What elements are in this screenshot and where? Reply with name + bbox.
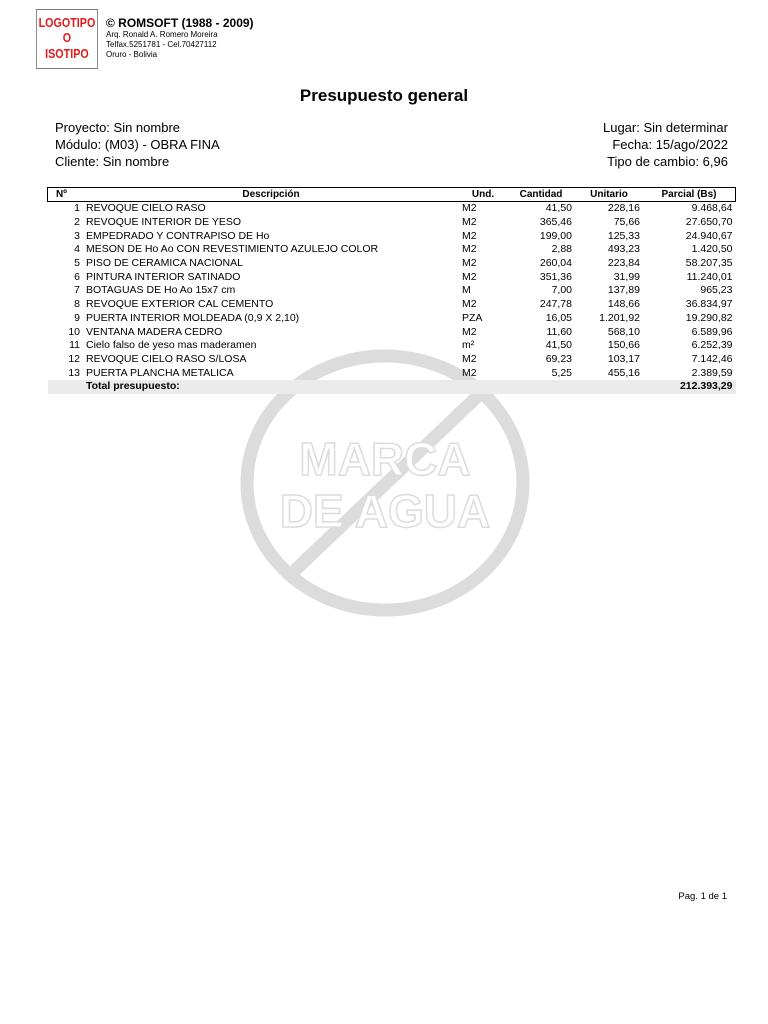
cell-description: REVOQUE INTERIOR DE YESO [86, 216, 242, 229]
cell-quantity: 41,50 [545, 202, 572, 215]
cell-unit: PZA [462, 311, 483, 324]
cell-unit: M2 [462, 202, 477, 215]
table-row [48, 257, 736, 271]
cell-description: PISO DE CERAMICA NACIONAL [86, 257, 243, 270]
logo-line-3: ISOTIPO [45, 46, 89, 61]
date: Fecha: 15/ago/2022 [612, 137, 728, 152]
cell-unit: M2 [462, 352, 477, 365]
header-unit: Und. [459, 188, 507, 202]
cell-partial: 6.589,96 [691, 325, 733, 338]
table-row [48, 339, 736, 353]
company-location: Oruro - Bolivia [106, 50, 158, 59]
logo [36, 9, 98, 69]
cell-quantity: 16,05 [545, 311, 572, 324]
cell-partial: 2.389,59 [691, 366, 733, 379]
cell-unit: M2 [462, 325, 477, 338]
cell-unit-price: 455,16 [607, 366, 640, 379]
cell-quantity: 2,88 [551, 243, 572, 256]
cell-description: BOTAGUAS DE Ho Ao 15x7 cm [86, 284, 236, 297]
logo-line-2: O [62, 31, 72, 46]
table-row [48, 298, 736, 312]
company-header [106, 16, 254, 60]
company-name: © ROMSOFT (1988 - 2009) [106, 16, 254, 30]
cell-unit: M2 [462, 216, 477, 229]
module-name: Módulo: (M03) - OBRA FINA [55, 137, 220, 152]
cell-unit-price: 31,99 [613, 270, 640, 283]
table-row [48, 353, 736, 367]
cell-unit: M2 [462, 257, 477, 270]
company-phone: Telfax.5251781 - Cel.70427112 [106, 40, 217, 49]
cell-quantity: 247,78 [539, 298, 572, 311]
cell-unit-price: 103,17 [607, 352, 640, 365]
project-info [55, 119, 220, 170]
cell-unit-price: 75,66 [613, 216, 640, 229]
table-row [48, 229, 736, 243]
exchange-rate: Tipo de cambio: 6,96 [607, 154, 728, 169]
table-row [48, 270, 736, 284]
table-header-row [48, 188, 736, 202]
cell-partial: 19.290,82 [685, 311, 733, 324]
project-meta [603, 119, 728, 170]
total-label: Total presupuesto: [83, 380, 459, 394]
place: Lugar: Sin determinar [602, 120, 728, 135]
cell-partial: 7.142,46 [691, 352, 733, 365]
cell-no: 6 [74, 270, 80, 283]
table-row [48, 312, 736, 326]
header-partial: Parcial (Bs) [643, 188, 736, 202]
cell-partial: 9.468,64 [691, 202, 733, 215]
cell-description: REVOQUE CIELO RASO S/LOSA [86, 352, 247, 365]
table-row [48, 243, 736, 257]
logo-line-1: LOGOTIPO [38, 15, 96, 30]
budget-table [47, 187, 736, 394]
cell-description: MESON DE Ho Ao CON REVESTIMIENTO AZULEJO COLOR [86, 243, 379, 256]
cell-unit-price: 223,84 [607, 257, 640, 270]
cell-quantity: 11,60 [546, 325, 572, 338]
cell-no: 13 [68, 366, 80, 379]
document-title: Presupuesto general [299, 86, 469, 105]
cell-partial: 58.207,35 [685, 257, 733, 270]
page-number: Pag. 1 de 1 [678, 891, 727, 902]
cell-description: REVOQUE EXTERIOR CAL CEMENTO [86, 298, 274, 311]
cell-no: 9 [74, 311, 80, 324]
cell-description: PUERTA INTERIOR MOLDEADA (0,9 X 2,10) [86, 311, 300, 324]
cell-no: 5 [74, 257, 80, 270]
cell-unit: M2 [462, 298, 477, 311]
cell-unit: M2 [462, 243, 477, 256]
company-author: Arq. Ronald A. Romero Moreira [106, 30, 218, 39]
cell-unit-price: 125,33 [607, 229, 640, 242]
cell-unit-price: 493,23 [607, 243, 640, 256]
cell-no: 12 [68, 352, 80, 365]
project-name: Proyecto: Sin nombre [55, 120, 181, 135]
cell-no: 1 [74, 202, 80, 215]
cell-unit: M2 [462, 229, 477, 242]
cell-partial: 24.940,67 [685, 229, 733, 242]
cell-no: 10 [68, 325, 80, 338]
watermark-text-1: MARCA [299, 433, 471, 485]
cell-no: 2 [74, 216, 80, 229]
cell-unit-price: 568,10 [607, 325, 640, 338]
cell-description: PUERTA PLANCHA METALICA [86, 366, 234, 379]
header-description: Descripción [83, 188, 459, 202]
header-unit-price: Unitario [575, 188, 643, 202]
cell-description: EMPEDRADO Y CONTRAPISO DE Ho [86, 229, 270, 242]
total-row [48, 380, 736, 394]
table-row [48, 284, 736, 298]
table-row [48, 202, 736, 216]
cell-unit-price: 150,66 [607, 339, 640, 352]
cell-unit-price: 148,66 [607, 298, 640, 311]
table-row [48, 216, 736, 230]
client-name: Cliente: Sin nombre [55, 154, 170, 169]
cell-partial: 1.420,50 [691, 243, 733, 256]
cell-quantity: 260,04 [539, 257, 572, 270]
cell-unit: M2 [462, 366, 477, 379]
cell-partial: 965,23 [700, 284, 733, 297]
header-quantity: Cantidad [507, 188, 575, 202]
cell-quantity: 351,36 [539, 270, 572, 283]
cell-description: VENTANA MADERA CEDRO [86, 325, 223, 338]
cell-unit-price: 228,16 [607, 202, 640, 215]
cell-no: 3 [74, 229, 80, 242]
cell-partial: 36.834,97 [685, 298, 733, 311]
cell-quantity: 41,50 [545, 339, 572, 352]
cell-partial: 27.650,70 [685, 216, 733, 229]
cell-description: PINTURA INTERIOR SATINADO [86, 270, 241, 283]
cell-no: 7 [74, 284, 80, 297]
cell-partial: 6.252,39 [691, 339, 733, 352]
cell-quantity: 199,00 [539, 229, 572, 242]
total-value: 212.393,29 [643, 380, 736, 394]
cell-no: 11 [69, 339, 80, 352]
cell-unit: M2 [462, 270, 477, 283]
cell-description: REVOQUE CIELO RASO [86, 202, 206, 215]
cell-quantity: 7,00 [551, 284, 572, 297]
cell-no: 8 [74, 298, 80, 311]
cell-quantity: 5,25 [551, 366, 572, 379]
cell-no: 4 [74, 243, 80, 256]
cell-quantity: 69,23 [545, 352, 572, 365]
table-row [48, 366, 736, 380]
header-no: Nº [48, 188, 84, 202]
cell-quantity: 365,46 [539, 216, 572, 229]
cell-unit-price: 1.201,92 [599, 311, 640, 324]
watermark-text-2: DE AGUA [279, 485, 491, 537]
cell-unit: m² [462, 339, 475, 352]
cell-description: Cielo falso de yeso mas maderamen [86, 339, 257, 352]
cell-unit-price: 137,89 [607, 284, 640, 297]
cell-unit: M [462, 284, 471, 297]
cell-partial: 11.240,01 [686, 270, 733, 283]
table-row [48, 325, 736, 339]
